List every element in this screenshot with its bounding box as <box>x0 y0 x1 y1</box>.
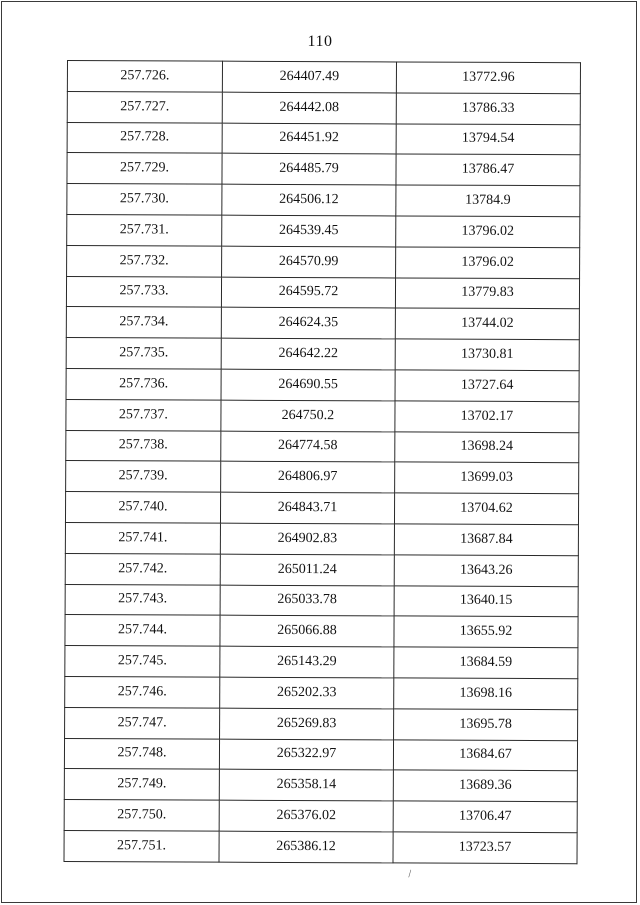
y-coordinate-cell: 13699.03 <box>395 462 579 494</box>
y-coordinate-cell: 13796.02 <box>396 247 580 279</box>
table-row <box>67 91 580 124</box>
y-coordinate-cell: 13706.47 <box>393 801 577 833</box>
point-number-cell: 257.746. <box>65 676 220 707</box>
table-row <box>65 646 578 679</box>
point-number-cell: 257.733. <box>66 276 221 307</box>
table-row <box>67 153 580 186</box>
y-coordinate-cell: 13702.17 <box>395 401 579 433</box>
y-coordinate-cell: 13779.83 <box>395 278 579 310</box>
x-coordinate-cell: 264806.97 <box>221 462 395 494</box>
y-coordinate-cell: 13698.16 <box>394 678 578 710</box>
scan-mark: \ <box>404 868 415 880</box>
x-coordinate-cell: 265011.24 <box>220 554 394 586</box>
table-row <box>67 61 580 94</box>
point-number-cell: 257.736. <box>66 368 221 399</box>
table-row <box>65 492 578 525</box>
y-coordinate-cell: 13784.9 <box>396 185 580 217</box>
coordinates-table <box>64 60 581 864</box>
point-number-cell: 257.734. <box>66 307 221 338</box>
point-number-cell: 257.744. <box>65 615 220 646</box>
table-row <box>65 522 578 555</box>
table-row <box>65 707 578 740</box>
y-coordinate-cell: 13695.78 <box>394 709 578 741</box>
y-coordinate-cell: 13684.59 <box>394 647 578 679</box>
table-row <box>67 184 580 217</box>
y-coordinate-cell: 13689.36 <box>393 770 577 802</box>
point-number-cell: 257.743. <box>65 584 220 615</box>
x-coordinate-cell: 264902.83 <box>220 523 394 555</box>
x-coordinate-cell: 264407.49 <box>222 61 396 93</box>
x-coordinate-cell: 265033.78 <box>220 585 394 617</box>
x-coordinate-cell: 264570.99 <box>222 246 396 278</box>
x-coordinate-cell: 265358.14 <box>219 769 393 801</box>
table-body <box>64 61 580 864</box>
y-coordinate-cell: 13640.15 <box>394 585 578 617</box>
point-number-cell: 257.748. <box>64 738 219 769</box>
x-coordinate-cell: 264750.2 <box>221 400 395 432</box>
point-number-cell: 257.729. <box>67 153 222 184</box>
x-coordinate-cell: 264451.92 <box>222 123 396 155</box>
point-number-cell: 257.726. <box>67 61 222 92</box>
y-coordinate-cell: 13772.96 <box>396 62 580 94</box>
x-coordinate-cell: 265066.88 <box>220 616 394 648</box>
table-row <box>67 245 580 278</box>
point-number-cell: 257.751. <box>64 830 219 861</box>
point-number-cell: 257.728. <box>67 122 222 153</box>
y-coordinate-cell: 13684.67 <box>393 739 577 771</box>
table-row <box>67 214 580 247</box>
y-coordinate-cell: 13727.64 <box>395 370 579 402</box>
point-number-cell: 257.732. <box>67 245 222 276</box>
table-row <box>64 800 577 833</box>
point-number-cell: 257.741. <box>65 522 220 553</box>
y-coordinate-cell: 13744.02 <box>395 308 579 340</box>
y-coordinate-cell: 13655.92 <box>394 616 578 648</box>
y-coordinate-cell: 13730.81 <box>395 339 579 371</box>
table-row <box>66 461 579 494</box>
table-row <box>66 307 579 340</box>
y-coordinate-cell: 13698.24 <box>395 431 579 463</box>
point-number-cell: 257.742. <box>65 553 220 584</box>
table-row <box>66 368 579 401</box>
x-coordinate-cell: 265386.12 <box>219 831 393 863</box>
table-row <box>65 676 578 709</box>
y-coordinate-cell: 13796.02 <box>396 216 580 248</box>
point-number-cell: 257.750. <box>64 800 219 831</box>
x-coordinate-cell: 264624.35 <box>221 308 395 340</box>
point-number-cell: 257.747. <box>65 707 220 738</box>
table-row <box>64 830 577 863</box>
y-coordinate-cell: 13723.57 <box>393 832 577 864</box>
point-number-cell: 257.735. <box>66 338 221 369</box>
y-coordinate-cell: 13643.26 <box>394 555 578 587</box>
table-row <box>67 122 580 155</box>
table-row <box>64 769 577 802</box>
table-row <box>66 338 579 371</box>
x-coordinate-cell: 264485.79 <box>222 154 396 186</box>
point-number-cell: 257.749. <box>64 769 219 800</box>
x-coordinate-cell: 265143.29 <box>220 646 394 678</box>
x-coordinate-cell: 265376.02 <box>219 800 393 832</box>
x-coordinate-cell: 264506.12 <box>222 184 396 216</box>
x-coordinate-cell: 264442.08 <box>222 92 396 124</box>
y-coordinate-cell: 13704.62 <box>394 493 578 525</box>
point-number-cell: 257.737. <box>66 399 221 430</box>
point-number-cell: 257.738. <box>66 430 221 461</box>
x-coordinate-cell: 265202.33 <box>220 677 394 709</box>
table-row <box>66 276 579 309</box>
x-coordinate-cell: 264539.45 <box>222 215 396 247</box>
x-coordinate-cell: 264843.71 <box>220 492 394 524</box>
point-number-cell: 257.745. <box>65 646 220 677</box>
y-coordinate-cell: 13786.33 <box>396 93 580 125</box>
point-number-cell: 257.740. <box>65 492 220 523</box>
point-number-cell: 257.727. <box>67 91 222 122</box>
point-number-cell: 257.730. <box>67 184 222 215</box>
x-coordinate-cell: 265269.83 <box>220 708 394 740</box>
table-row <box>66 430 579 463</box>
table-row <box>65 584 578 617</box>
point-number-cell: 257.739. <box>66 461 221 492</box>
point-number-cell: 257.731. <box>67 214 222 245</box>
table-row <box>66 399 579 432</box>
x-coordinate-cell: 264595.72 <box>221 277 395 309</box>
y-coordinate-cell: 13794.54 <box>396 124 580 156</box>
table-row <box>65 615 578 648</box>
table-row <box>65 553 578 586</box>
x-coordinate-cell: 264690.55 <box>221 369 395 401</box>
page-number: 110 <box>307 33 333 50</box>
table-row <box>64 738 577 771</box>
y-coordinate-cell: 13786.47 <box>396 154 580 186</box>
x-coordinate-cell: 264642.22 <box>221 338 395 370</box>
x-coordinate-cell: 264774.58 <box>221 431 395 463</box>
x-coordinate-cell: 265322.97 <box>219 739 393 771</box>
y-coordinate-cell: 13687.84 <box>394 524 578 556</box>
